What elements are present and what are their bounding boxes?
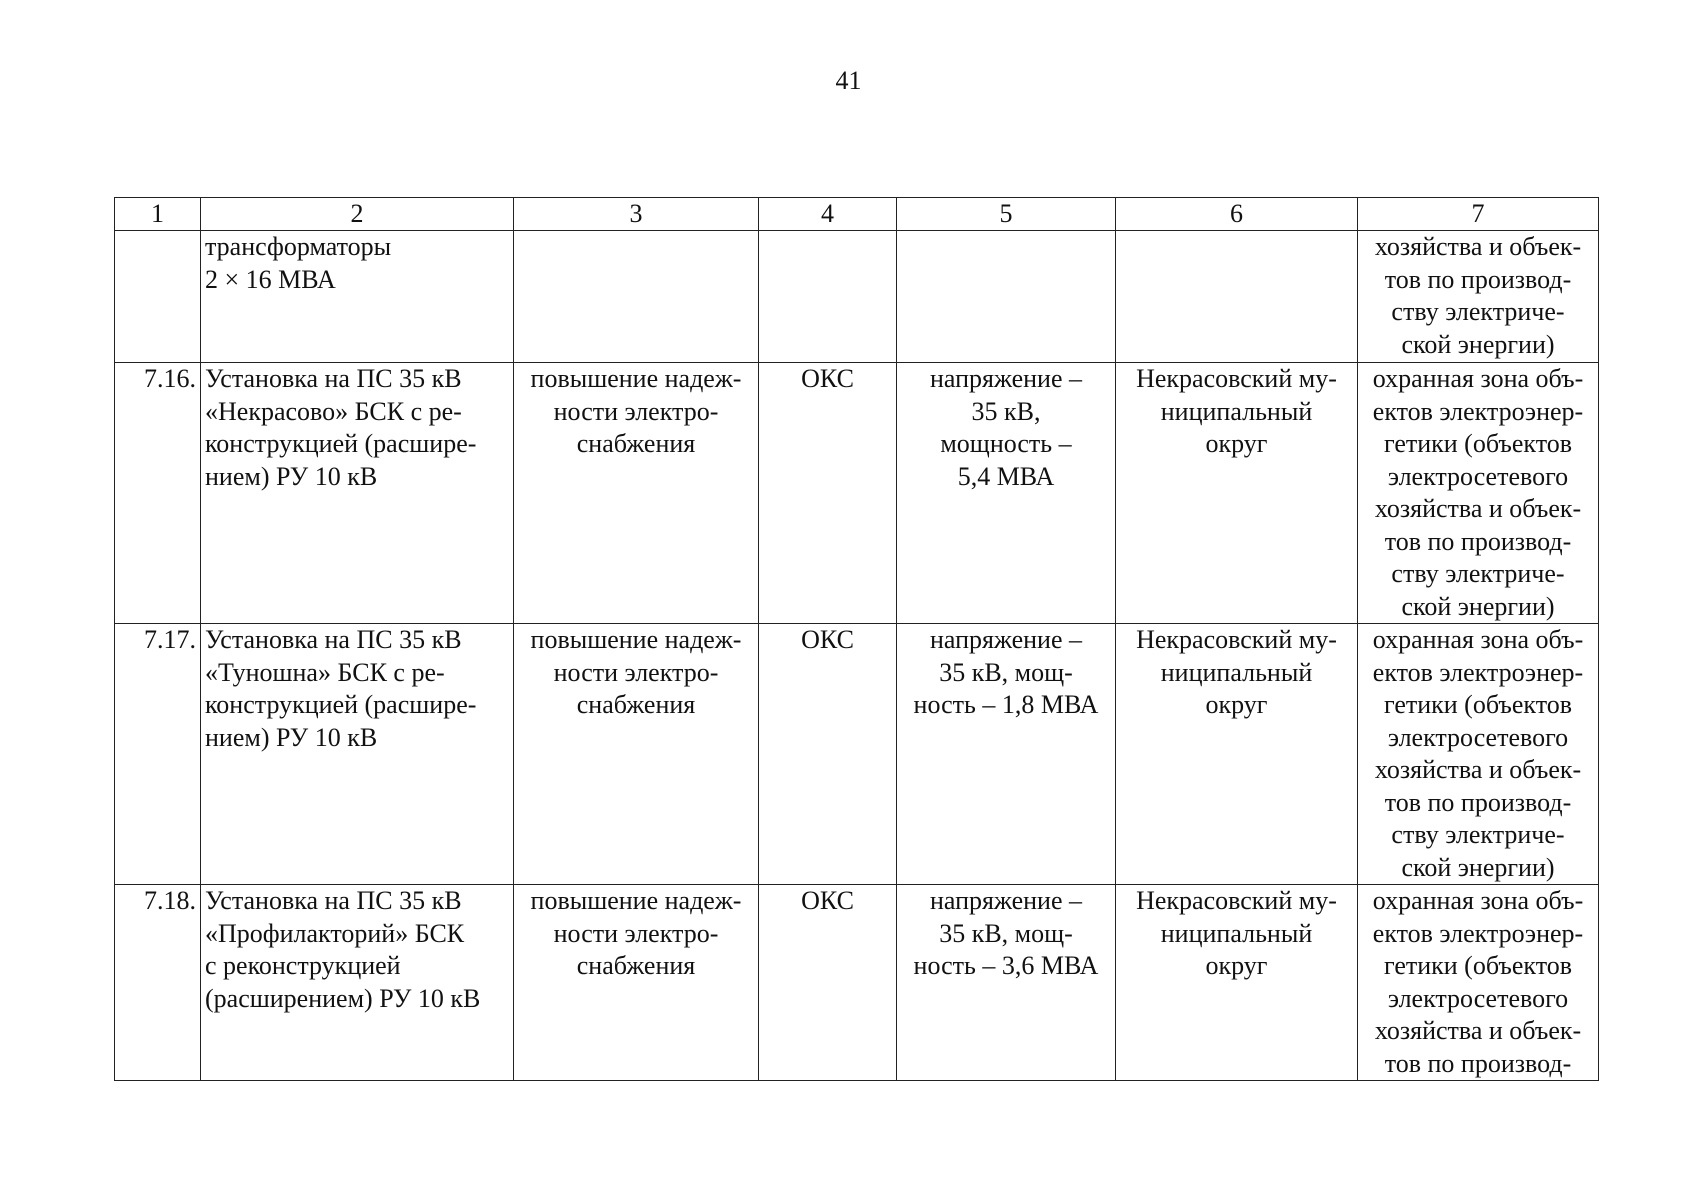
- object-type: ОКС: [759, 363, 897, 624]
- object-parameters: напряжение – 35 кВ, мощность – 5,4 МВА: [897, 363, 1116, 624]
- object-zone: охранная зона объ- ектов электроэнер- гетики (объектов электросетевого хозяйства и объек- тов по производ- ству электриче- ской энергии): [1358, 363, 1599, 624]
- object-name: Установка на ПС 35 кВ «Туношна» БСК с ре- конструкцией (расшире- нием) РУ 10 кВ: [201, 624, 514, 885]
- row-number: 7.16.: [115, 363, 201, 624]
- object-zone: охранная зона объ- ектов электроэнер- гетики (объектов электросетевого хозяйства и объек- тов по производ- ству электриче- ской энергии): [1358, 624, 1599, 885]
- object-purpose: повышение надеж- ности электро- снабжения: [514, 885, 759, 1081]
- object-name: трансформаторы 2 × 16 МВА: [201, 231, 514, 363]
- object-parameters: напряжение – 35 кВ, мощ- ность – 1,8 МВА: [897, 624, 1116, 885]
- object-purpose: [514, 231, 759, 363]
- object-purpose: повышение надеж- ности электро- снабжения: [514, 363, 759, 624]
- object-location: Некрасовский му- ниципальный округ: [1116, 363, 1358, 624]
- object-type: ОКС: [759, 885, 897, 1081]
- object-location: Некрасовский му- ниципальный округ: [1116, 624, 1358, 885]
- column-header: 4: [759, 198, 897, 231]
- object-zone: охранная зона объ- ектов электроэнер- гетики (объектов электросетевого хозяйства и объек- тов по производ-: [1358, 885, 1599, 1081]
- object-type: [759, 231, 897, 363]
- column-header: 7: [1358, 198, 1599, 231]
- table-row-continuation: [115, 231, 1599, 363]
- row-number: 7.18.: [115, 885, 201, 1081]
- table-row: [115, 885, 1599, 1081]
- objects-table: [114, 197, 1599, 1081]
- object-zone: хозяйства и объек- тов по производ- ству электриче- ской энергии): [1358, 231, 1599, 363]
- row-number: 7.17.: [115, 624, 201, 885]
- object-purpose: повышение надеж- ности электро- снабжения: [514, 624, 759, 885]
- column-header: 6: [1116, 198, 1358, 231]
- object-type: ОКС: [759, 624, 897, 885]
- row-number: [115, 231, 201, 363]
- table-header-row: [115, 198, 1599, 231]
- column-header: 1: [115, 198, 201, 231]
- column-header: 5: [897, 198, 1116, 231]
- object-name: Установка на ПС 35 кВ «Профилакторий» БСК с реконструкцией (расширением) РУ 10 кВ: [201, 885, 514, 1081]
- object-name: Установка на ПС 35 кВ «Некрасово» БСК с ре- конструкцией (расшире- нием) РУ 10 кВ: [201, 363, 514, 624]
- table-row: [115, 624, 1599, 885]
- column-header: 2: [201, 198, 514, 231]
- object-parameters: напряжение – 35 кВ, мощ- ность – 3,6 МВА: [897, 885, 1116, 1081]
- object-location: [1116, 231, 1358, 363]
- page-number: 41: [835, 66, 862, 95]
- column-header: 3: [514, 198, 759, 231]
- table-row: [115, 363, 1599, 624]
- object-parameters: [897, 231, 1116, 363]
- object-location: Некрасовский му- ниципальный округ: [1116, 885, 1358, 1081]
